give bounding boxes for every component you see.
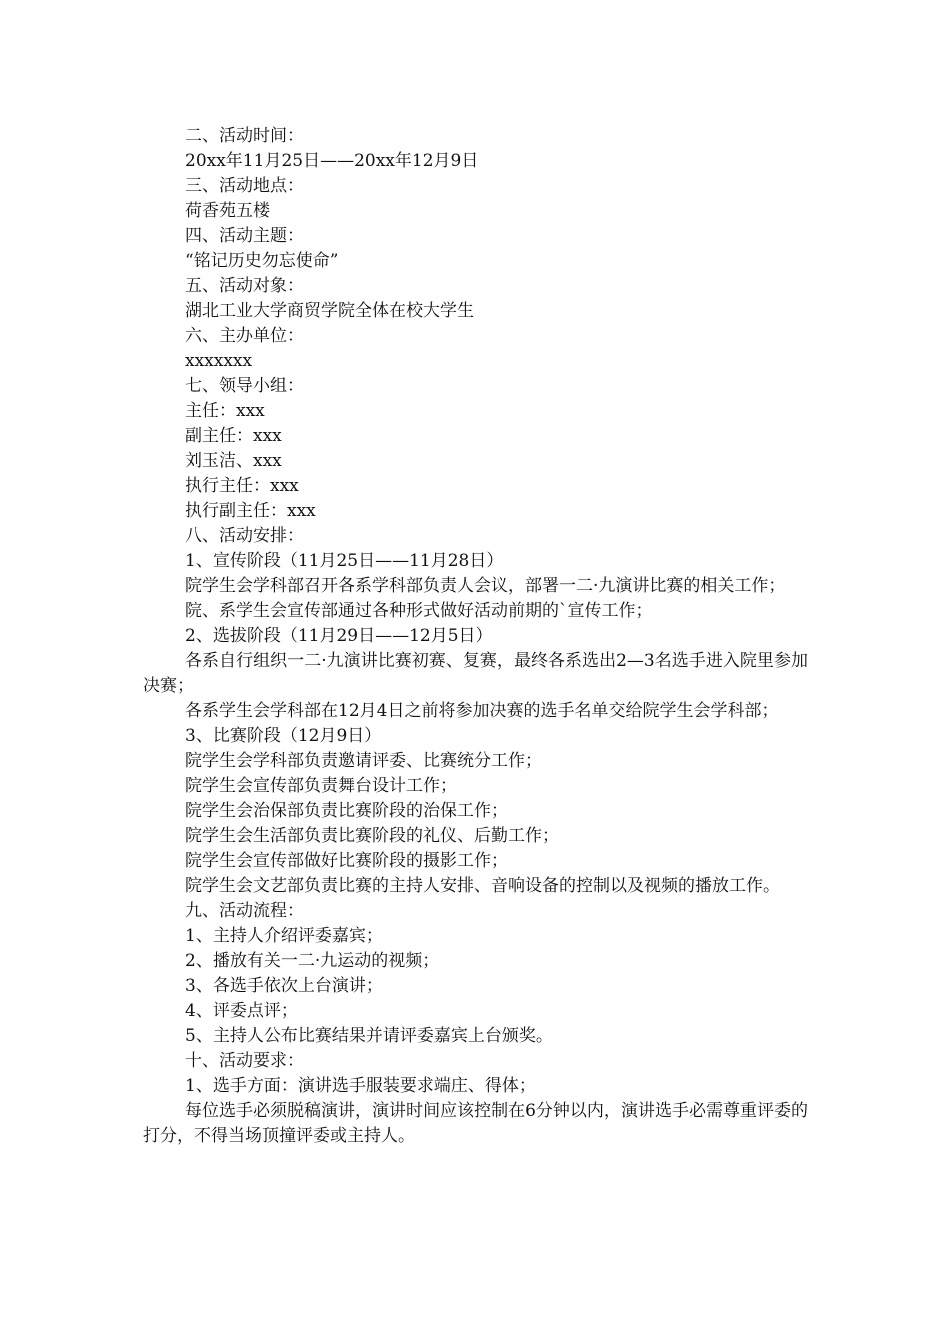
heading-activity-requirements: 十、活动要求：: [185, 1051, 304, 1071]
stage-selection-heading: 2、选拔阶段（11月29日——12月5日）: [185, 626, 493, 646]
stage-competition-item: 院学生会文艺部负责比赛的主持人安排、音响设备的控制以及视频的播放工作。: [185, 876, 780, 896]
heading-activity-theme: 四、活动主题：: [185, 226, 304, 246]
stage-publicity-item: 院学生会学科部召开各系学科部负责人会议，部署一二·九演讲比赛的相关工作；: [185, 576, 786, 596]
stage-competition-heading: 3、比赛阶段（12月9日）: [185, 726, 382, 746]
process-step: 5、主持人公布比赛结果并请评委嘉宾上台颁奖。: [185, 1026, 553, 1046]
leader-executive-director: 执行主任：xxx: [185, 476, 299, 496]
activity-theme-value: “铭记历史勿忘使命”: [185, 251, 339, 271]
requirement-item: 每位选手必须脱稿演讲，演讲时间应该控制在6分钟以内，演讲选手必需尊重评委的打分，不得当场顶撞评委或主持人。: [143, 1101, 808, 1146]
stage-selection-item: 各系学生会学科部在12月4日之前将参加决赛的选手名单交给院学生会学科部；: [185, 701, 779, 721]
process-step: 3、各选手依次上台演讲；: [185, 976, 383, 996]
stage-competition-item: 院学生会宣传部负责舞台设计工作；: [185, 776, 457, 796]
stage-competition-item: 院学生会学科部负责邀请评委、比赛统分工作；: [185, 751, 542, 771]
heading-activity-process: 九、活动流程：: [185, 901, 304, 921]
stage-competition-item: 院学生会宣传部做好比赛阶段的摄影工作；: [185, 851, 508, 871]
document-body: [143, 124, 808, 1149]
heading-activity-location: 三、活动地点：: [185, 176, 304, 196]
requirement-item: 1、选手方面：演讲选手服装要求端庄、得体；: [185, 1076, 536, 1096]
stage-competition-item: 院学生会生活部负责比赛阶段的礼仪、后勤工作；: [185, 826, 559, 846]
heading-activity-time: 二、活动时间：: [185, 126, 304, 146]
organizer-value: xxxxxxx: [185, 351, 253, 371]
leader-members: 刘玉洁、xxx: [185, 451, 282, 471]
stage-publicity-item: 院、系学生会宣传部通过各种形式做好活动前期的`宣传工作；: [185, 601, 653, 621]
stage-competition-item: 院学生会治保部负责比赛阶段的治保工作；: [185, 801, 508, 821]
activity-audience-value: 湖北工业大学商贸学院全体在校大学生: [185, 301, 474, 321]
stage-selection-item: 各系自行组织一二·九演讲比赛初赛、复赛，最终各系选出2—3名选手进入院里参加决赛；: [143, 651, 808, 696]
stage-publicity-heading: 1、宣传阶段（11月25日——11月28日）: [185, 551, 504, 571]
leader-director: 主任：xxx: [185, 401, 265, 421]
heading-activity-audience: 五、活动对象：: [185, 276, 304, 296]
process-step: 1、主持人介绍评委嘉宾；: [185, 926, 383, 946]
heading-activity-arrangement: 八、活动安排：: [185, 526, 304, 546]
process-step: 4、评委点评；: [185, 1001, 298, 1021]
leader-deputy-director: 副主任：xxx: [185, 426, 282, 446]
activity-location-value: 荷香苑五楼: [185, 201, 270, 221]
heading-organizer: 六、主办单位：: [185, 326, 304, 346]
heading-leadership-group: 七、领导小组：: [185, 376, 304, 396]
process-step: 2、播放有关一二·九运动的视频；: [185, 951, 440, 971]
activity-time-value: 20xx年11月25日——20xx年12月9日: [185, 151, 479, 171]
leader-executive-deputy-director: 执行副主任：xxx: [185, 501, 316, 521]
